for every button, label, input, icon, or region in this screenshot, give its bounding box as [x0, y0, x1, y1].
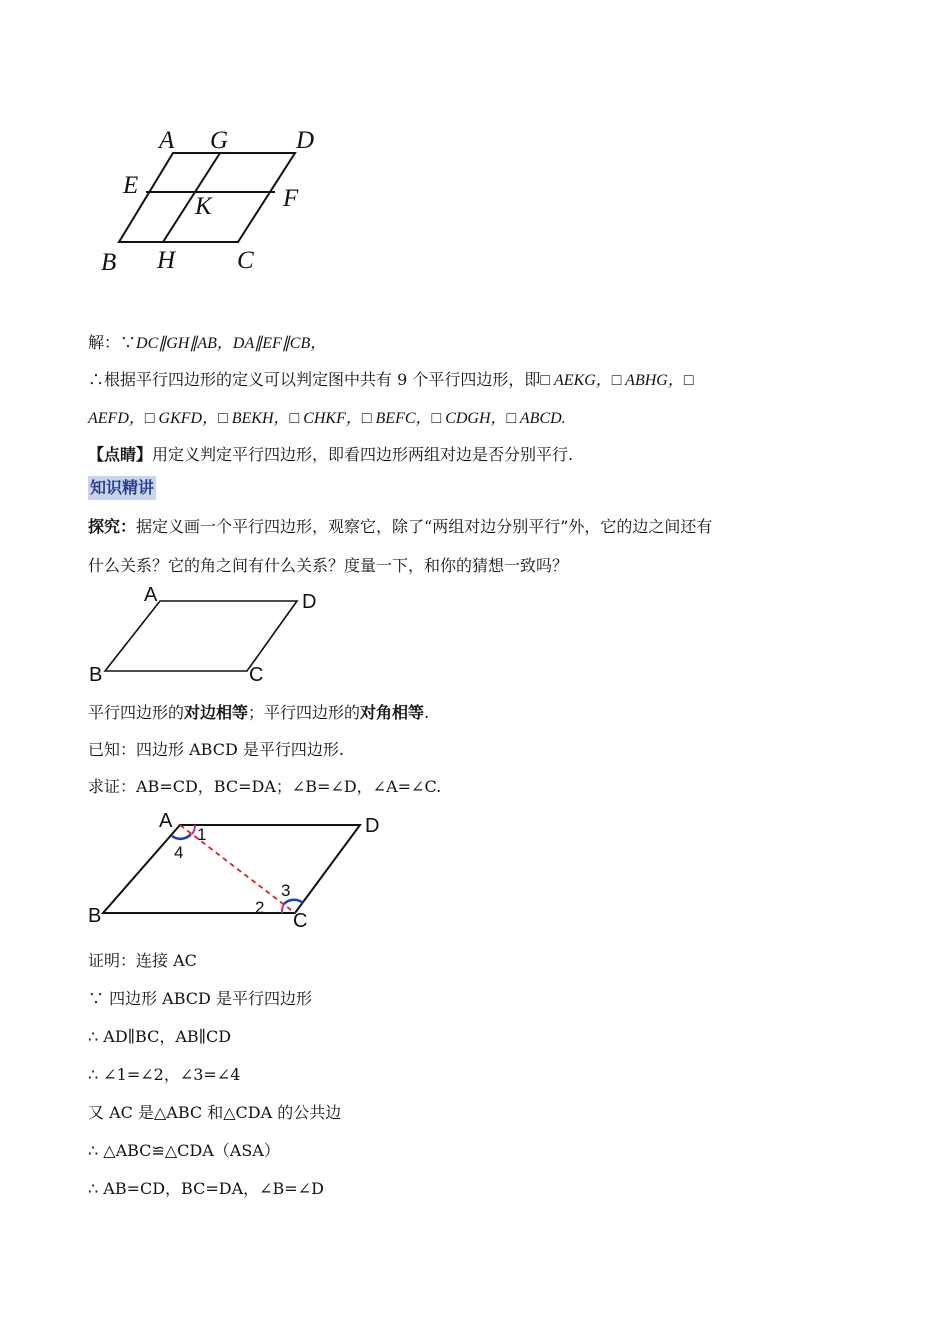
solution-line-3: AEFD，□ GKFD，□ BEKH，□ CHKF，□ BEFC，□ CDGH，□ ABCD. [88, 410, 566, 427]
parallelogram-abcd-proof [103, 825, 360, 913]
note-text: 用定义判定平行四边形，即看四边形两组对边是否分别平行. [152, 445, 574, 464]
label-b: B [101, 249, 117, 276]
explore-text-1: 据定义画一个平行四边形，观察它，除了“两组对边分别平行”外，它的边之间还有 [136, 517, 713, 536]
explore-line-1 [88, 514, 712, 537]
label-a: A [159, 127, 175, 154]
angle-1-arc [192, 825, 195, 834]
property-line [88, 700, 429, 723]
solution-line-1-math: DC∥GH∥AB，DA∥EF∥CB， [136, 335, 327, 352]
angle-label-4: 4 [174, 843, 184, 862]
angle-label-1: 1 [197, 825, 207, 844]
proof-line-1: 证明：连接 AC [88, 951, 197, 970]
label-k: K [195, 193, 212, 220]
explore-line-2: 什么关系？它的角之间有什么关系？度量一下，和你的猜想一致吗？ [88, 556, 569, 575]
solution-note [88, 442, 573, 465]
property-part-3: . [424, 703, 430, 722]
fig2-label-b: B [89, 664, 103, 686]
fig2-label-c: C [249, 664, 264, 686]
proof-line-5: 又 AC 是△ABC 和△CDA 的公共边 [88, 1103, 342, 1122]
proof-line-7: ∴ AB=CD，BC=DA，∠B=∠D [88, 1179, 324, 1198]
figure-parallelogram-abcd [85, 585, 335, 690]
property-bold-2: 对角相等 [360, 703, 425, 722]
proof-line-2: ∵ 四边形 ABCD 是平行四边形 [88, 989, 312, 1008]
solution-line-1 [88, 330, 326, 353]
section-heading: 知识精讲 [88, 476, 156, 500]
label-c: C [237, 247, 254, 274]
label-g: G [210, 127, 229, 154]
note-tag: 【点睛】 [88, 445, 153, 464]
angle-label-2: 2 [255, 898, 265, 917]
figure-parallelogram-grid [95, 120, 335, 280]
solution-line-2-text: ∴根据平行四边形的定义可以判定图中共有 9 个平行四边形，即 [88, 370, 541, 389]
angle-3-arc [284, 900, 303, 904]
proof-line-3: ∴ AD∥BC，AB∥CD [88, 1027, 232, 1046]
given-line: 已知：四边形 ABCD 是平行四边形. [88, 740, 344, 759]
parallelogram-abcd [105, 601, 297, 671]
figure-parallelogram-diagonal [85, 805, 395, 930]
fig3-label-a: A [159, 810, 173, 832]
explore-label: 探究： [88, 517, 137, 536]
proof-line-4: ∴ ∠1=∠2，∠3=∠4 [88, 1065, 241, 1084]
fig3-label-b: B [88, 905, 102, 927]
solution-line-2-math: □ AEKG，□ ABHG，□ [540, 372, 694, 389]
fig3-label-c: C [293, 910, 308, 930]
label-e: E [123, 172, 139, 199]
property-bold-1: 对边相等 [184, 703, 249, 722]
property-part-2: ；平行四边形的 [248, 703, 361, 722]
solution-line-2 [88, 367, 694, 390]
fig2-label-a: A [144, 585, 158, 606]
solution-line-1-prefix: 解：∵ [88, 333, 137, 352]
prove-line: 求证：AB=CD，BC=DA；∠B=∠D，∠A=∠C. [88, 777, 442, 796]
label-h: H [157, 247, 176, 274]
label-f: F [283, 185, 299, 212]
fig3-label-d: D [365, 815, 380, 837]
property-part-1: 平行四边形的 [88, 703, 185, 722]
proof-line-6: ∴ △ABC≌△CDA（ASA） [88, 1141, 280, 1160]
angle-label-3: 3 [281, 881, 291, 900]
label-d: D [296, 127, 315, 154]
angle-4-arc [172, 834, 191, 839]
angle-2-arc [282, 904, 284, 913]
fig2-label-d: D [302, 591, 317, 613]
